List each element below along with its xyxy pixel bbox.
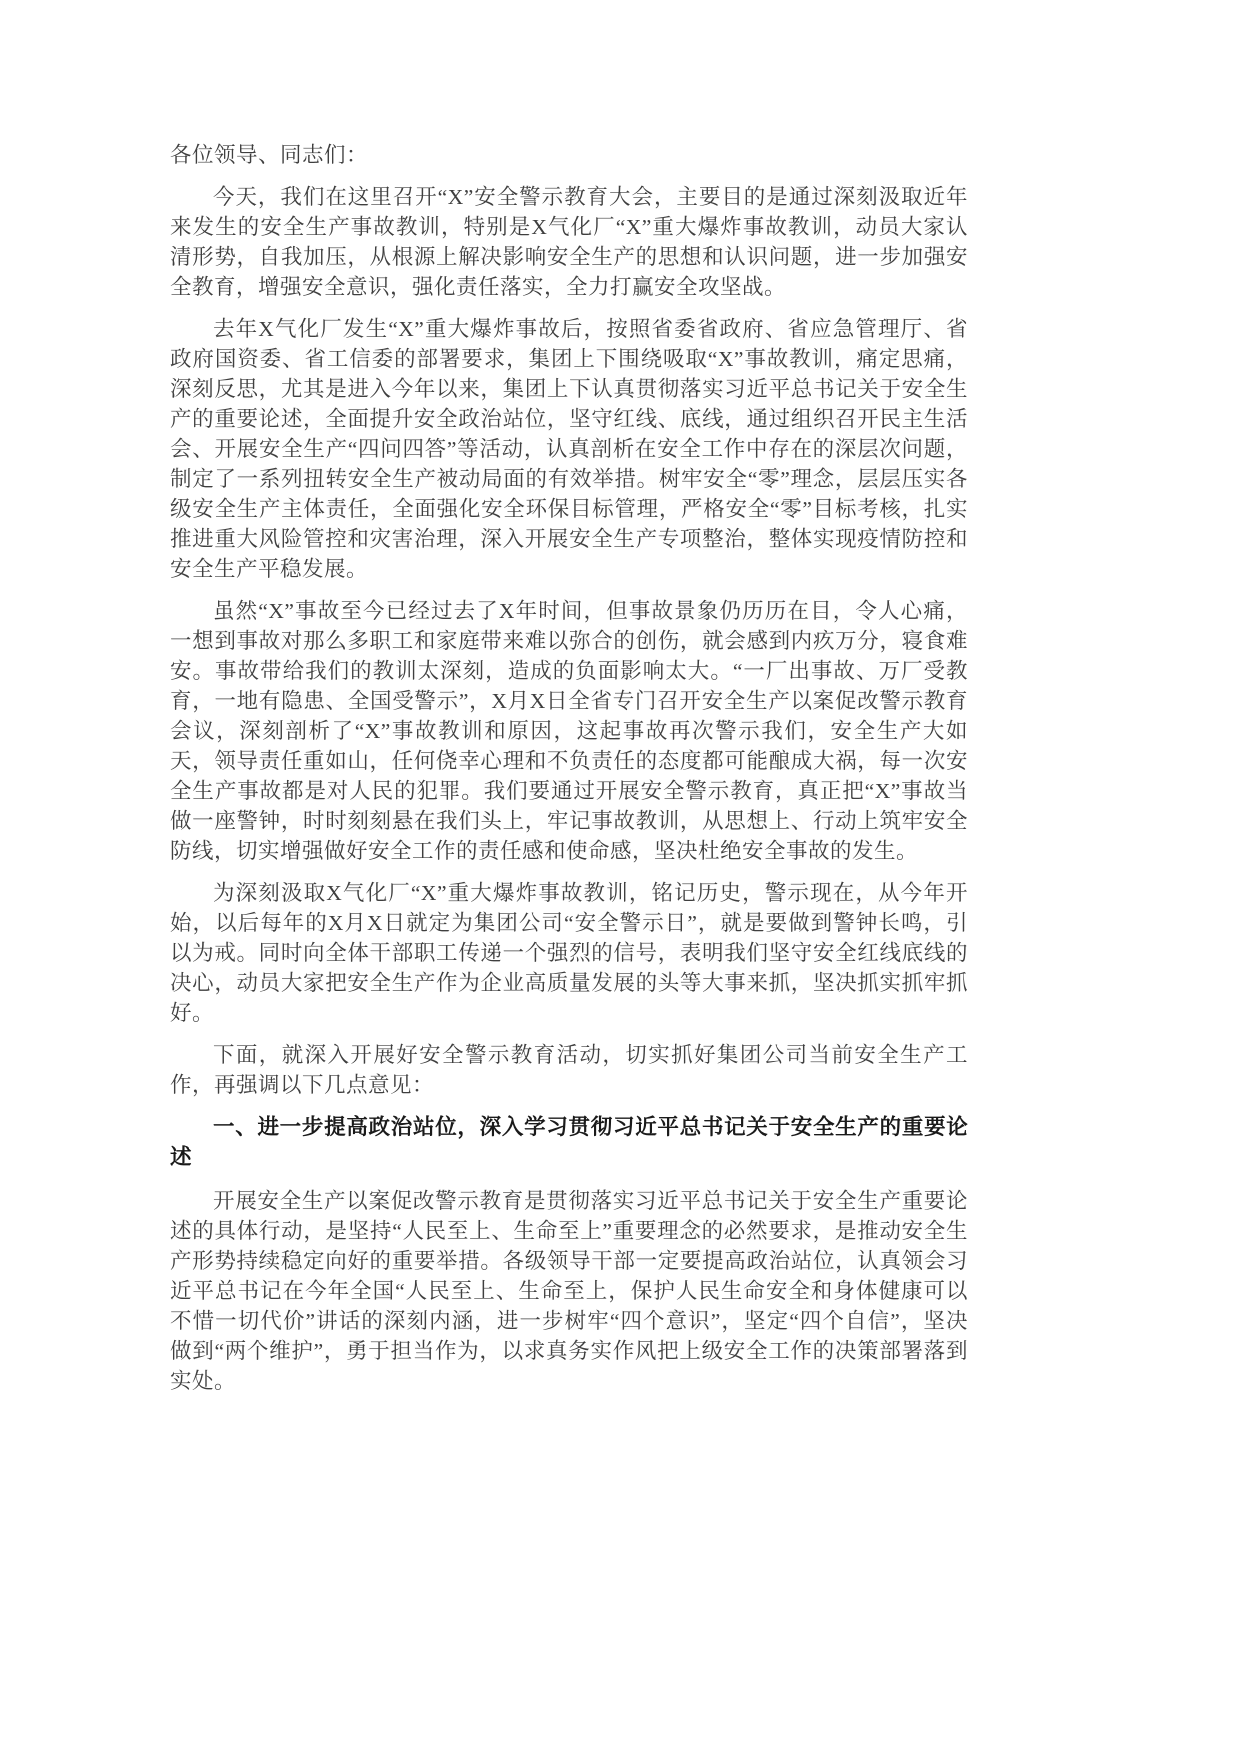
document-paragraph: 下面，就深入开展好安全警示教育活动，切实抓好集团公司当前安全生产工作，再强调以下几点意见： [170, 1043, 968, 1097]
document-content [170, 140, 968, 1408]
document-paragraph: 为深刻汲取X气化厂“X”重大爆炸事故教训，铭记历史，警示现在，从今年开始，以后每年的X月X日就定为集团公司“安全警示日”，就是要做到警钟长鸣，引以为戒。同时向全体干部职工传递一个强烈的信号，表明我们坚守安全红线底线的决心，动员大家把安全生产作为企业高质量发展的头等大事来抓，坚决抓实抓牢抓好。 [170, 881, 968, 1025]
document-salutation: 各位领导、同志们： [170, 143, 369, 167]
document-paragraph: 开展安全生产以案促改警示教育是贯彻落实习近平总书记关于安全生产重要论述的具体行动，是坚持“人民至上、生命至上”重要理念的必然要求，是推动安全生产形势持续稳定向好的重要举措。各级领导干部一定要提高政治站位，认真领会习近平总书记在今年全国“人民至上、生命至上，保护人民生命安全和身体健康可以不惜一切代价”讲话的深刻内涵，进一步树牢“四个意识”，坚定“四个自信”，坚决做到“两个维护”，勇于担当作为，以求真务实作风把上级安全工作的决策部署落到实处。 [170, 1189, 968, 1393]
document-paragraph: 今天，我们在这里召开“X”安全警示教育大会，主要目的是通过深刻汲取近年来发生的安全生产事故教训，特别是X气化厂“X”重大爆炸事故教训，动员大家认清形势，自我加压，从根源上解决影响安全生产的思想和认识问题，进一步加强安全教育，增强安全意识，强化责任落实，全力打赢安全攻坚战。 [170, 185, 968, 299]
document-paragraph: 去年X气化厂发生“X”重大爆炸事故后，按照省委省政府、省应急管理厅、省政府国资委、省工信委的部署要求，集团上下围绕吸取“X”事故教训，痛定思痛，深刻反思，尤其是进入今年以来，集团上下认真贯彻落实习近平总书记关于安全生产的重要论述，全面提升安全政治站位，坚守红线、底线，通过组织召开民主生活会、开展安全生产“四问四答”等活动，认真剖析在安全工作中存在的深层次问题，制定了一系列扭转安全生产被动局面的有效举措。树牢安全“零”理念，层层压实各级安全生产主体责任，全面强化安全环保目标管理，严格安全“零”目标考核，扎实推进重大风险管控和灾害治理，深入开展安全生产专项整治，整体实现疫情防控和安全生产平稳发展。 [170, 317, 968, 581]
section-heading: 一、进一步提高政治站位，深入学习贯彻习近平总书记关于安全生产的重要论述 [170, 1115, 968, 1169]
document-paragraph: 虽然“X”事故至今已经过去了X年时间，但事故景象仍历历在目，令人心痛，一想到事故对那么多职工和家庭带来难以弥合的创伤，就会感到内疚万分，寝食难安。事故带给我们的教训太深刻，造成的负面影响太大。“一厂出事故、万厂受教育，一地有隐患、全国受警示”，X月X日全省专门召开安全生产以案促改警示教育会议，深刻剖析了“X”事故教训和原因，这起事故再次警示我们，安全生产大如天，领导责任重如山，任何侥幸心理和不负责任的态度都可能酿成大祸，每一次安全生产事故都是对人民的犯罪。我们要通过开展安全警示教育，真正把“X”事故当做一座警钟，时时刻刻悬在我们头上，牢记事故教训，从思想上、行动上筑牢安全防线，切实增强做好安全工作的责任感和使命感，坚决杜绝安全事故的发生。 [170, 599, 968, 863]
